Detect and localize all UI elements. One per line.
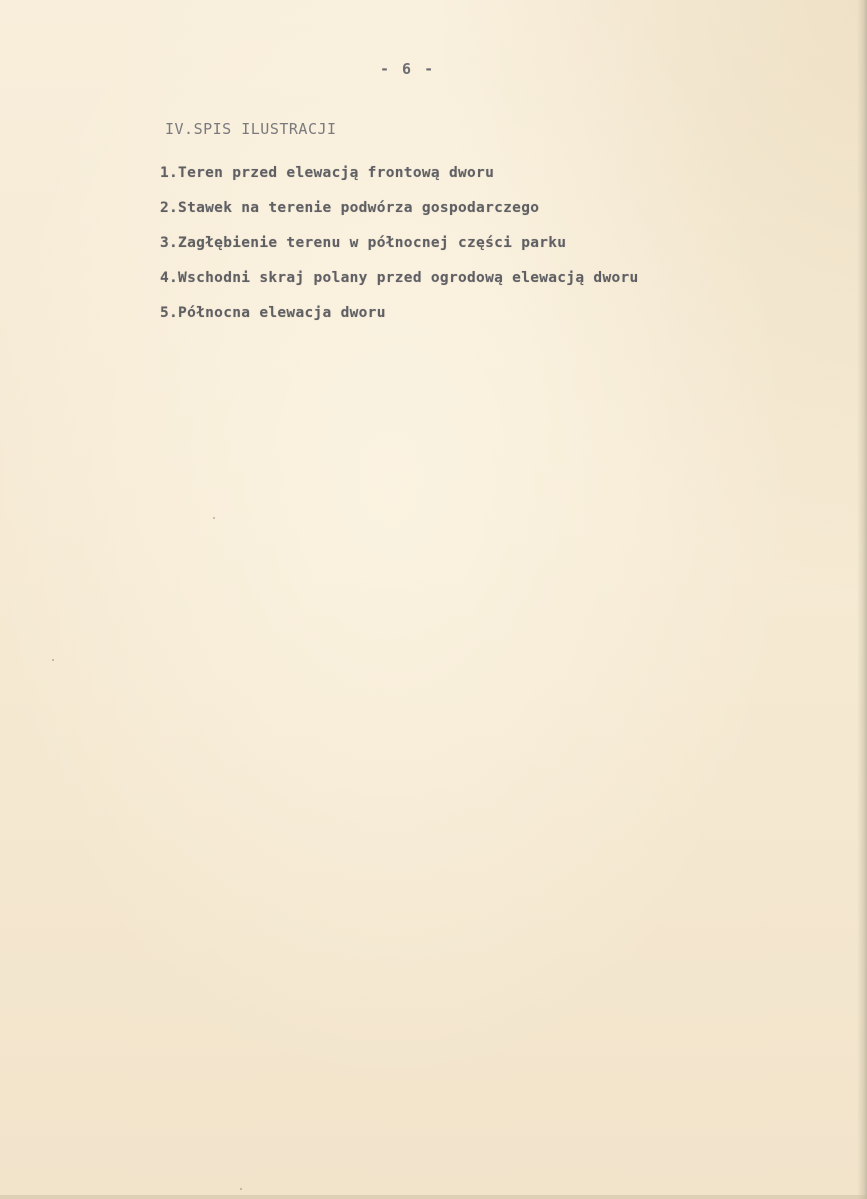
paper-edge-bottom <box>0 1195 867 1199</box>
list-item: 5.Północna elewacja dworu <box>160 305 386 321</box>
paper-speck <box>52 659 54 661</box>
paper-edge-right <box>857 0 867 1199</box>
list-item: 4.Wschodni skraj polany przed ogrodową elewacją dworu <box>160 270 639 286</box>
page-number: - 6 - <box>380 60 436 78</box>
illustration-list <box>160 165 639 340</box>
paper-speck <box>240 1188 242 1190</box>
section-heading: IV.SPIS ILUSTRACJI <box>165 120 337 138</box>
paper-speck <box>213 517 215 519</box>
list-item: 2.Stawek na terenie podwórza gospodarczego <box>160 200 540 216</box>
list-item: 1.Teren przed elewacją frontową dworu <box>160 165 495 181</box>
list-item: 3.Zagłębienie terenu w północnej części parku <box>160 235 567 251</box>
